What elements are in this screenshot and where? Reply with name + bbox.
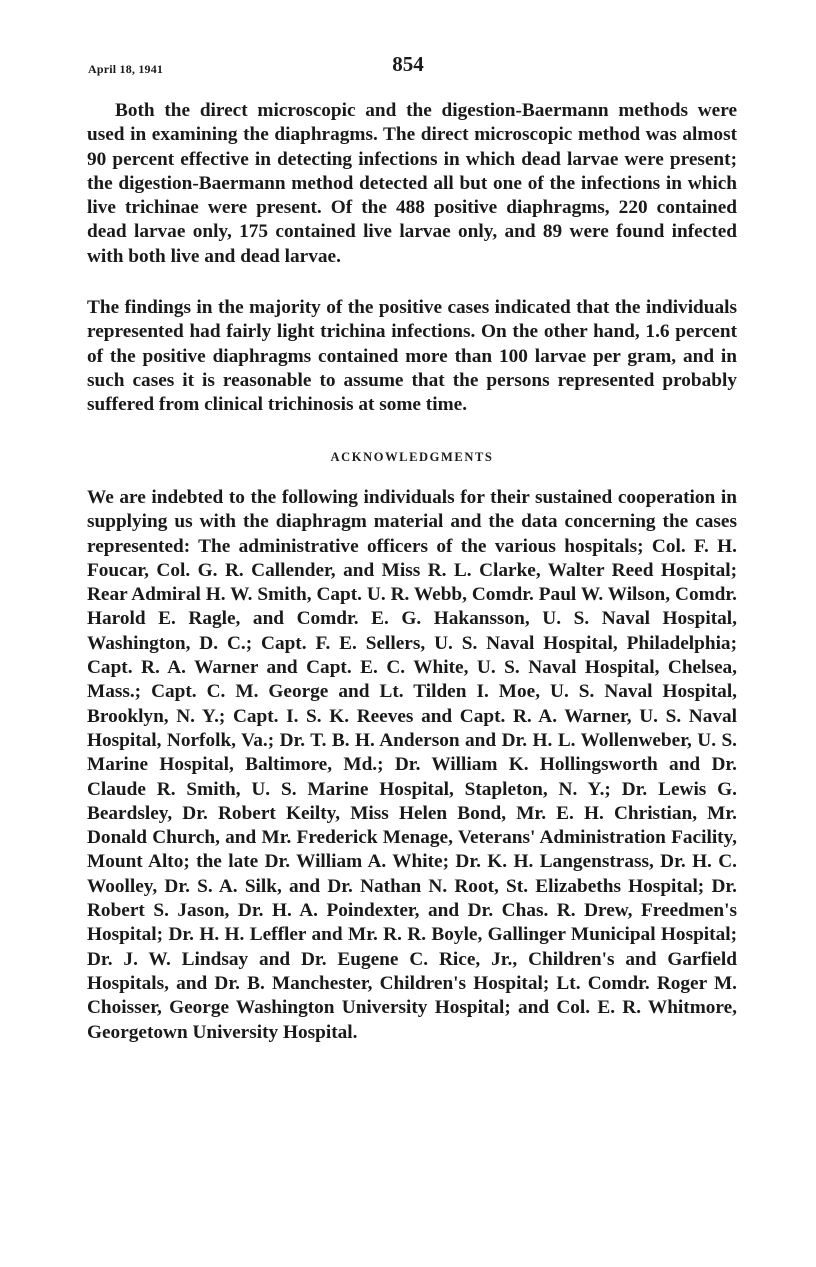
paragraph-methods: Both the direct microscopic and the digestion-Baermann methods were used in examining the diaphragms. The direct microscopic method was almost 90 percent effective in detecting infections in which dead larvae were present; the digestion-Baermann method detected all but one of the infections in which live trichinae were present. Of the 488 positive diaphragms, 220 contained dead larvae only, 175 contained live larvae only, and 89 were found infected with both live and dead larvae. xyxy=(87,100,737,267)
section-heading-acknowledgments: ACKNOWLEDGMENTS xyxy=(330,450,494,464)
paragraph-findings: The findings in the majority of the positive cases indicated that the individuals represented had fairly light trichina infections. On the other hand, 1.6 percent of the positive diaphragms contained more than 100 larvae per gram, and in such cases it is reasonable to assume that the persons represented probably suffered from clinical trichinosis at some time. xyxy=(87,297,737,416)
paragraph-acknowledgments: We are indebted to the following individuals for their sustained cooperation in supplying us with the diaphragm material and the data concerning the cases represented: The administrative officers of the various hospitals; Col. F. H. Foucar, Col. G. R. Callender, and Miss R. L. Clarke, Walter Reed Hospital; Rear Admiral H. W. Smith, Capt. U. R. Webb, Comdr. Paul W. Wilson, Comdr. Harold E. Ragle, and Comdr. E. G. Hakansson, U. S. Naval Hospital, Washington, D. C.; Capt. F. E. Sellers, U. S. Naval Hospital, Philadelphia; Capt. R. A. Warner and Capt. E. C. White, U. S. Naval Hospital, Chelsea, Mass.; Capt. C. M. George and Lt. Tilden I. Moe, U. S. Naval Hospital, Brooklyn, N. Y.; Capt. I. S. K. Reeves and Capt. R. A. Warner, U. S. Naval Hospital, Norfolk, Va.; Dr. T. B. H. Anderson and Dr. H. L. Wollenweber, U. S. Marine Hospital, Baltimore, Md.; Dr. William K. Hollingsworth and Dr. Claude R. Smith, U. S. Marine Hospital, Stapleton, N. Y.; Dr. Lewis G. Beardsley, Dr. Robert Keilty, Miss Helen Bond, Mr. E. H. Christian, Mr. Donald Church, and Mr. Frederick Menage, Veterans' Administration Facility, Mount Alto; the late Dr. William A. White; Dr. K. H. Langenstrass, Dr. H. C. Woolley, Dr. S. A. Silk, and Dr. Nathan N. Root, St. Elizabeths Hospital; Dr. Robert S. Jason, Dr. H. A. Poindexter, and Dr. Chas. R. Drew, Freedmen's Hospital; Dr. H. H. Leffler and Mr. R. R. Boyle, Gallinger Municipal Hospital; Dr. J. W. Lindsay and Dr. Eugene C. Rice, Jr., Children's and Garfield Hospitals, and Dr. B. Manchester, Children's Hospital; Lt. Comdr. Roger M. Choisser, George Washington University Hospital; and Col. E. R. Whitmore, Georgetown University Hospital. xyxy=(87,487,737,1043)
page-number: 854 xyxy=(392,52,424,76)
running-header-date: April 18, 1941 xyxy=(88,62,164,76)
